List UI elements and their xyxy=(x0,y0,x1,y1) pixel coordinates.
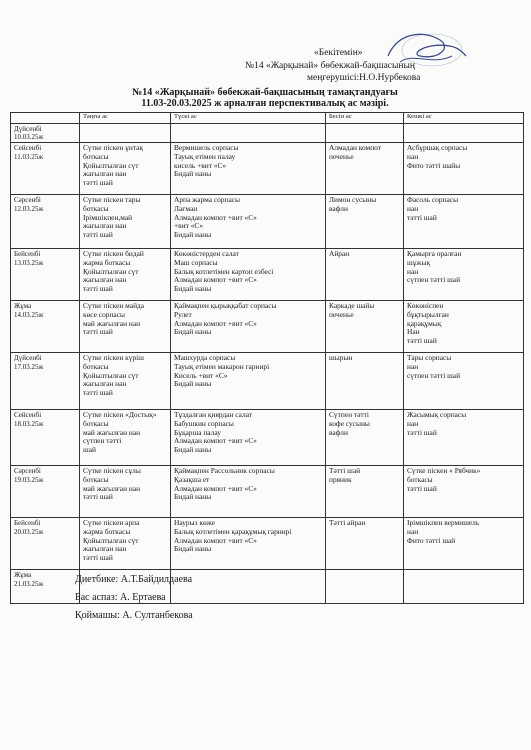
column-header-breakfast: Таңғы ас xyxy=(80,113,171,124)
menu-item: сүтпен тәтті шай xyxy=(407,275,461,285)
menu-item: Наурыз көже xyxy=(174,518,215,528)
cell-breakfast xyxy=(80,143,171,195)
column-header-dinner: Кешкі ас xyxy=(404,113,524,124)
dietitian-signature: Диетбике: А.Т.Байдилдаева xyxy=(75,574,193,585)
cell-dinner xyxy=(404,249,524,301)
approval-header: «Бекітемін» xyxy=(314,48,363,58)
menu-item: Алмадан компот +вит «С» xyxy=(174,436,257,446)
day-label: Бейсенбі xyxy=(14,250,41,259)
menu-item: тәтті шай xyxy=(407,483,437,493)
cell-dinner xyxy=(404,143,524,195)
menu-item: тәтті шай xyxy=(407,335,437,345)
menu-table xyxy=(10,112,524,604)
menu-item: Балық котлетімен қарақұмық гарнирі xyxy=(174,527,292,536)
menu-item: тәтті шай xyxy=(83,229,113,239)
menu-item: Маш сорпасы xyxy=(174,258,218,267)
menu-item: боткасы xyxy=(83,475,109,484)
day-label: 17.03.25ж xyxy=(14,362,44,371)
menu-item: Сүтке піскен тары xyxy=(83,195,141,205)
day-label: Жұма xyxy=(14,302,32,311)
menu-item: кофе сусыны xyxy=(329,419,370,428)
cell-snack xyxy=(326,518,404,570)
day-label: 11.03.25ж xyxy=(14,152,44,161)
day-label: Дүйсенбі xyxy=(14,125,42,133)
cell-breakfast xyxy=(80,518,171,570)
menu-item: Бидай наны xyxy=(174,379,212,389)
menu-item: Бидай наны xyxy=(174,169,212,179)
menu-item: Көкөніспен xyxy=(407,301,444,311)
day-label: 20.03.25ж xyxy=(14,527,44,536)
table-row xyxy=(11,518,524,570)
cell-dinner xyxy=(404,410,524,466)
menu-item: Фито тәтті шайы xyxy=(407,160,461,170)
title-line-2: 11.03-20.03.2025 ж арналған перспективалық ас мәзірі. xyxy=(141,98,389,109)
column-header-day xyxy=(11,113,80,124)
cell-snack xyxy=(326,410,404,466)
menu-item: шай xyxy=(83,444,96,454)
table-row xyxy=(11,195,524,249)
menu-item: Бабушкин сорпасы xyxy=(174,419,234,428)
cell-dinner xyxy=(404,124,524,143)
menu-item: Сүтке піскен бидай xyxy=(83,249,144,259)
menu-item: Сүтке піскен ұнтақ xyxy=(83,143,144,153)
menu-item: кисель +вит «С» xyxy=(174,160,227,170)
menu-item: вафли xyxy=(329,204,348,213)
menu-item: шұжық xyxy=(407,258,431,267)
day-label: 12.03.25ж xyxy=(14,204,44,213)
table-row xyxy=(11,410,524,466)
menu-item: Бидай наны xyxy=(174,544,212,554)
menu-item: тәтті шай xyxy=(83,552,113,562)
approval-head: меңгерушісі:Н.О.Нурбекова xyxy=(307,73,421,83)
menu-item: тәтті шай xyxy=(83,177,113,187)
menu-item: Лағман xyxy=(174,204,198,213)
menu-item: Бұқарша палау xyxy=(174,427,221,437)
menu-item: жағылған нан xyxy=(83,169,127,179)
cell-breakfast xyxy=(80,301,171,353)
menu-item: қарақұмық xyxy=(407,318,442,328)
table-row xyxy=(11,249,524,301)
menu-item: май жағылған нан xyxy=(83,318,141,328)
menu-item: боткасы xyxy=(83,419,109,428)
menu-item: Ірімшікпен вермишель xyxy=(407,518,480,528)
menu-item: көсе сорпасы xyxy=(83,310,125,319)
cell-lunch xyxy=(171,410,326,466)
day-label: 21.03.25ж xyxy=(14,579,44,588)
storekeeper-signature: Қоймашы: А. Султанбекова xyxy=(75,610,193,621)
cell-day xyxy=(11,518,80,570)
menu-item: Балық котлетімен картоп езбесі xyxy=(174,266,274,276)
menu-item: Бидай наны xyxy=(174,492,212,502)
column-header-lunch: Түскі ас xyxy=(171,113,326,124)
cell-breakfast xyxy=(80,249,171,301)
table-row xyxy=(11,124,524,143)
day-label: 10.03.25ж xyxy=(14,133,44,142)
day-label: 14.03.25ж xyxy=(14,310,44,319)
cell-breakfast xyxy=(80,195,171,249)
menu-item: нан xyxy=(407,362,419,371)
menu-item: Сүтке піскен арпа xyxy=(83,518,140,528)
menu-item: Бидай наны xyxy=(174,229,212,239)
cell-lunch xyxy=(171,195,326,249)
menu-table-body xyxy=(11,124,524,604)
menu-item: Нан xyxy=(407,327,420,337)
day-label: Дүйсенбі xyxy=(14,354,42,363)
menu-item: нан xyxy=(407,419,419,428)
menu-item: боткасы xyxy=(83,204,109,213)
menu-item: боткасы xyxy=(83,362,109,371)
menu-item: тәтті шай xyxy=(83,327,113,337)
cell-snack xyxy=(326,143,404,195)
title-line-1: №14 «Жарқынай» бөбекжай-бақшасының тамақтандуағы xyxy=(132,87,398,98)
day-label: 13.03.25ж xyxy=(14,258,44,267)
menu-item: жағылған нан xyxy=(83,379,127,389)
cell-day xyxy=(11,143,80,195)
menu-item: печенье xyxy=(329,310,354,319)
menu-item: пряник xyxy=(329,475,352,484)
menu-item: бұқтырылған xyxy=(407,310,449,319)
menu-item: май жағылған нан xyxy=(83,427,141,437)
menu-item: Қойылтылған сүт xyxy=(83,370,139,380)
day-label: Жұма xyxy=(14,571,32,580)
menu-item: нан xyxy=(407,152,419,161)
cell-snack xyxy=(326,301,404,353)
menu-item: Бидай наны xyxy=(174,444,212,454)
menu-item: вафли xyxy=(329,427,348,437)
cell-day xyxy=(11,466,80,518)
menu-item: Сүтке піскен күріш xyxy=(83,353,144,363)
menu-item: Қаймақпен қырыққабат сорпасы xyxy=(174,301,277,311)
cell-dinner xyxy=(404,353,524,410)
menu-item: шырын xyxy=(329,353,353,363)
menu-item: сүтпен тәтті шай xyxy=(407,370,461,380)
document-title xyxy=(60,87,470,109)
menu-item: жағылған нан xyxy=(83,221,127,231)
menu-item: Көкөністерден салат xyxy=(174,249,239,259)
cell-snack xyxy=(326,249,404,301)
table-header-row xyxy=(11,113,524,124)
cell-day xyxy=(11,353,80,410)
menu-item: Фасоль сорпасы xyxy=(407,195,459,205)
cell-dinner xyxy=(404,570,524,604)
menu-item: Бидай наны xyxy=(174,327,212,337)
cell-dinner xyxy=(404,466,524,518)
menu-item: Тұздалған қиярдан салат xyxy=(174,410,253,420)
menu-item: боткасы xyxy=(83,152,109,161)
cell-day xyxy=(11,124,80,143)
cell-snack xyxy=(326,353,404,410)
menu-item: Алмадан компот +вит «С» xyxy=(174,275,257,285)
menu-item: Тәтті шай xyxy=(329,466,361,476)
menu-item: Қойылтылған сүт xyxy=(83,266,139,276)
menu-item: Сүтке піскен «Достық» xyxy=(83,410,157,420)
cell-day xyxy=(11,195,80,249)
menu-item: жағылған нан xyxy=(83,275,127,285)
menu-item: тәтті шай xyxy=(83,387,113,397)
menu-item: Тауық етімен макарон гарнирі xyxy=(174,362,270,371)
menu-item: печенье xyxy=(329,152,354,161)
cell-day xyxy=(11,301,80,353)
menu-item: нан xyxy=(407,266,419,276)
menu-item: тәтті шай xyxy=(407,427,437,437)
table-row xyxy=(11,143,524,195)
menu-item: Қамырға оралған xyxy=(407,249,462,259)
table-row xyxy=(11,301,524,353)
menu-item: Алмадан компот +вит «С» xyxy=(174,535,257,545)
menu-item: Қазақша ет xyxy=(174,475,210,484)
menu-item: жарма боткасы xyxy=(83,258,131,267)
menu-item: Сүтпен тәтті xyxy=(329,410,369,420)
cell-dinner xyxy=(404,195,524,249)
cell-lunch xyxy=(171,518,326,570)
cell-lunch xyxy=(171,249,326,301)
day-label: Сейсенбі xyxy=(14,144,42,153)
menu-item: Фито тәтті шай xyxy=(407,535,456,545)
cell-breakfast xyxy=(80,353,171,410)
menu-item: Рулет xyxy=(174,310,192,319)
cell-lunch xyxy=(171,570,326,604)
cell-snack xyxy=(326,195,404,249)
cell-lunch xyxy=(171,466,326,518)
cell-day xyxy=(11,249,80,301)
approval-organization: №14 «Жарқынай» бөбекжай-бақшасының xyxy=(245,61,415,71)
day-label: Бейсенбі xyxy=(14,519,41,528)
cell-lunch xyxy=(171,301,326,353)
menu-item: Алмадан компот xyxy=(329,143,382,153)
cell-snack xyxy=(326,124,404,143)
menu-item: Лимон сусыны xyxy=(329,195,377,205)
menu-item: тәтті шай xyxy=(83,492,113,502)
menu-item: Ірімшікпен,май xyxy=(83,212,133,222)
day-label: 18.03.25ж xyxy=(14,419,44,428)
cell-lunch xyxy=(171,143,326,195)
menu-item: Асбұршақ сорпасы xyxy=(407,143,468,153)
menu-item: май жағылған нан xyxy=(83,483,141,493)
table-row xyxy=(11,353,524,410)
table-row xyxy=(11,466,524,518)
cell-breakfast xyxy=(80,466,171,518)
menu-item: Алмадан компот +вит «С» xyxy=(174,318,257,328)
day-label: Сәрсенбі xyxy=(14,467,41,476)
day-label: 19.03.25ж xyxy=(14,475,44,484)
cell-lunch xyxy=(171,353,326,410)
menu-item: Арпа жарма сорпасы xyxy=(174,195,240,205)
menu-item: Тауық етімен палау xyxy=(174,152,236,161)
chef-signature: Бас аспаз: А. Ертаева xyxy=(75,592,166,603)
cell-snack xyxy=(326,466,404,518)
cell-breakfast xyxy=(80,124,171,143)
menu-item: Тәтті айран xyxy=(329,518,366,528)
cell-dinner xyxy=(404,301,524,353)
menu-item: Машхурда сорпасы xyxy=(174,353,236,363)
cell-day xyxy=(11,410,80,466)
menu-item: Қаймақпен Рассольник сорпасы xyxy=(174,466,275,476)
menu-item: боткасы xyxy=(407,475,433,484)
menu-item: Алмадан компот +вит «С» xyxy=(174,483,257,493)
menu-item: Бидай наны xyxy=(174,283,212,293)
cell-day xyxy=(11,570,80,604)
menu-item: нан xyxy=(407,527,419,536)
menu-item: Алмадан компот +вит «С» xyxy=(174,212,257,222)
menu-item: Каркаде шайы xyxy=(329,301,375,311)
cell-breakfast xyxy=(80,410,171,466)
menu-item: Қойылтылған сүт xyxy=(83,535,139,545)
menu-item: жағылған нан xyxy=(83,544,127,554)
cell-dinner xyxy=(404,518,524,570)
menu-item: Сүтке піскен сұлы xyxy=(83,466,141,476)
menu-item: тәтті шай xyxy=(407,212,437,222)
menu-item: Вермишель сорпасы xyxy=(174,143,239,153)
day-label: Сейсенбі xyxy=(14,411,42,420)
menu-item: тәтті шай xyxy=(83,283,113,293)
menu-item: Сүтке піскен « Рябчик» xyxy=(407,466,481,476)
column-header-snack: Бесін ас xyxy=(326,113,404,124)
menu-item: Сүтке піскен майда xyxy=(83,301,145,311)
menu-item: жарма боткасы xyxy=(83,527,131,536)
menu-item: нан xyxy=(407,204,419,213)
menu-item: Кисель +вит «С» xyxy=(174,370,228,380)
day-label: Сәрсенбі xyxy=(14,196,41,205)
menu-item: Тары сорпасы xyxy=(407,353,452,363)
menu-item: Жасымық сорпасы xyxy=(407,410,467,420)
menu-item: Қойылтылған сүт xyxy=(83,160,139,170)
menu-item: сүтпен тәтті xyxy=(83,436,122,446)
cell-lunch xyxy=(171,124,326,143)
cell-snack xyxy=(326,570,404,604)
menu-item: Айран xyxy=(329,249,350,259)
menu-item: +вит «С» xyxy=(174,221,204,231)
